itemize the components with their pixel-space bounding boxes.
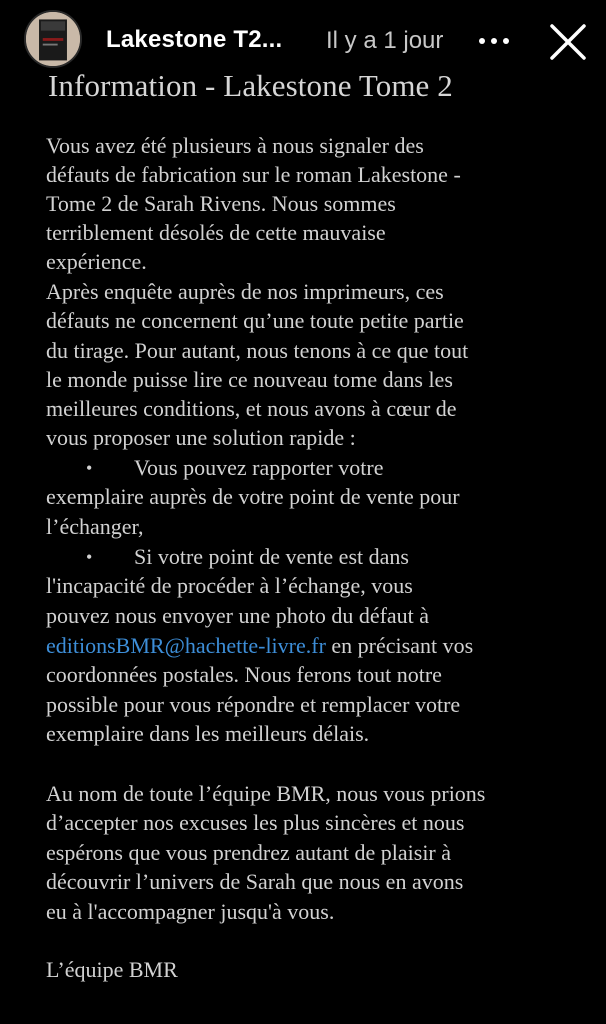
bullet-marker: •: [86, 458, 93, 478]
more-horizontal-icon: [474, 26, 514, 56]
post-time: Il y a 1 jour: [326, 27, 444, 54]
paragraph-line: Vous avez été plusieurs à nous signaler des: [46, 133, 424, 158]
bullet-2-line: Si votre point de vente est dans: [134, 544, 409, 569]
avatar[interactable]: [24, 10, 82, 68]
closing-line: d’accepter nos excuses les plus sincères et nous: [46, 810, 465, 835]
book-cover-avatar-icon: [26, 12, 80, 66]
bullet-1-line: exemplaire auprès de votre point de vente pour: [46, 484, 460, 509]
paragraph-line: expérience.: [46, 249, 147, 274]
signature: L’équipe BMR: [46, 957, 178, 982]
bullet-1-line: l’échanger,: [46, 514, 144, 539]
closing-line: espérons que vous prendrez autant de plaisir à: [46, 840, 452, 865]
paragraph-line: défauts de fabrication sur le roman Lakestone -: [46, 162, 461, 187]
paragraph-line: du tirage. Pour autant, nous tenons à ce que tout: [46, 338, 469, 363]
bullet-2-email-line: [46, 631, 473, 661]
email-suffix: en précisant vos: [325, 633, 474, 658]
closing-line: découvrir l’univers de Sarah que nous en avons: [46, 869, 464, 894]
bullet-2-line: l'incapacité de procéder à l’échange, vous: [46, 573, 413, 598]
paragraph-line: meilleures conditions, et nous avons à cœur de: [46, 396, 457, 421]
paragraph-line: vous proposer une solution rapide :: [46, 425, 356, 450]
bullet-2-line: possible pour vous répondre et remplacer votre: [46, 692, 461, 717]
closing-line: Au nom de toute l’équipe BMR, nous vous prions: [46, 781, 486, 806]
bullet-2-line: pouvez nous envoyer une photo du défaut à: [46, 603, 430, 628]
bullet-2-line: coordonnées postales. Nous ferons tout notre: [46, 662, 442, 687]
document-title: Information - Lakestone Tome 2: [48, 68, 453, 103]
closing-line: eu à l'accompagner jusqu'à vous.: [46, 899, 335, 924]
bullet-marker: •: [86, 547, 93, 567]
paragraph-line: le monde puisse lire ce nouveau tome dans les: [46, 367, 453, 392]
paragraph-line: défauts ne concernent qu’une toute petite partie: [46, 308, 464, 333]
paragraph-line: terriblement désolés de cette mauvaise: [46, 220, 386, 245]
paragraph-line: Tome 2 de Sarah Rivens. Nous sommes: [46, 191, 396, 216]
email-link[interactable]: editionsBMR@hachette-livre.fr: [46, 633, 326, 658]
close-icon: [548, 22, 588, 62]
account-name[interactable]: Lakestone T2...: [106, 26, 283, 53]
paragraph-line: Après enquête auprès de nos imprimeurs, ces: [46, 279, 444, 304]
more-options-button[interactable]: [474, 26, 514, 56]
bullet-1-line: Vous pouvez rapporter votre: [134, 455, 384, 480]
close-button[interactable]: [548, 22, 588, 62]
bullet-2-line: exemplaire dans les meilleurs délais.: [46, 721, 370, 746]
